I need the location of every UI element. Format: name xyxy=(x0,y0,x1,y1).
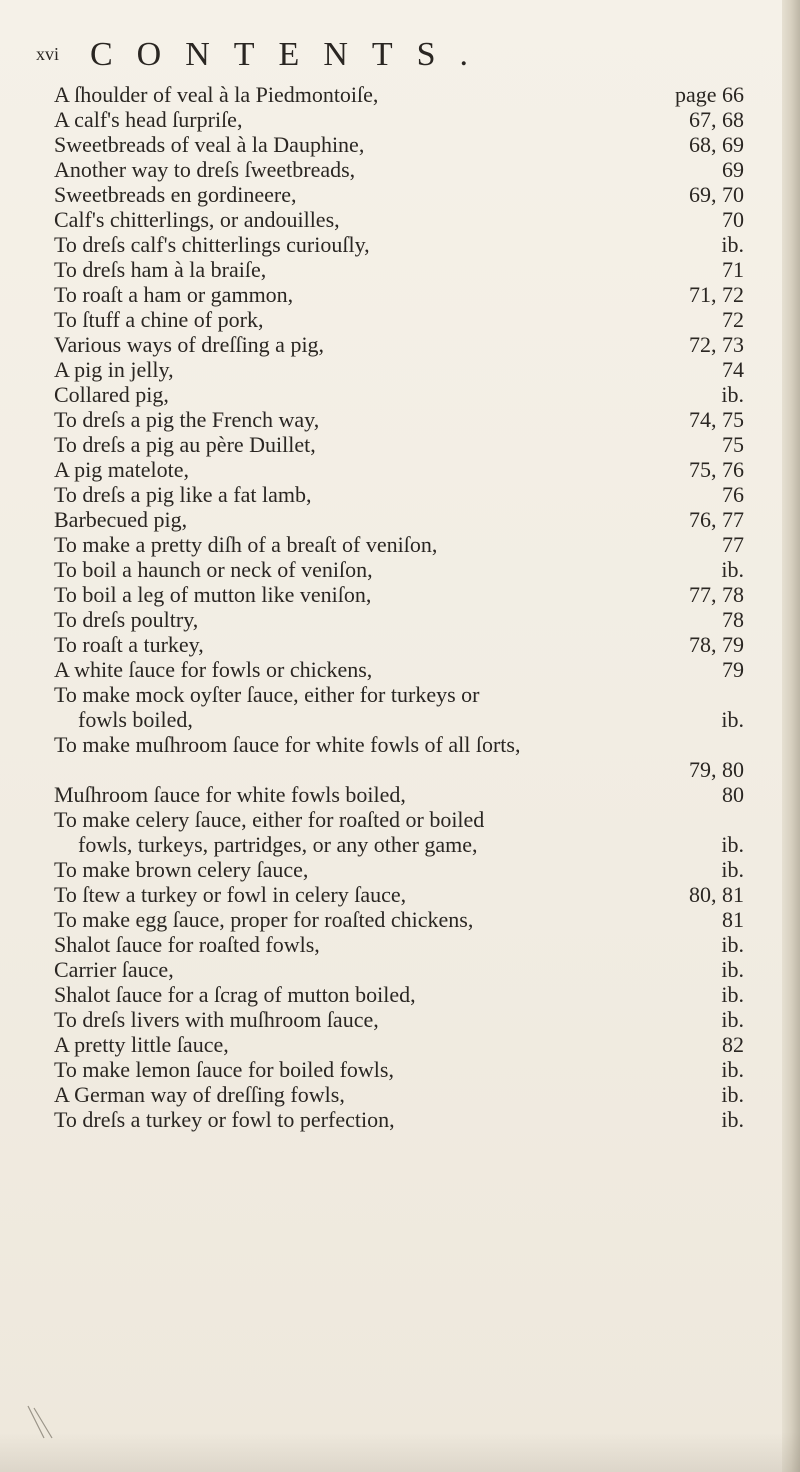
entry-page: 81 xyxy=(722,907,744,932)
entry-page: 71 xyxy=(722,257,744,282)
entry-page: 68, 69 xyxy=(689,132,744,157)
entry-page: page 66 xyxy=(674,82,744,107)
toc-entry xyxy=(54,557,744,582)
entry-title: To boil a leg of mutton like veniſon, xyxy=(54,582,372,607)
entry-title: Collared pig, xyxy=(54,382,169,407)
toc-entry xyxy=(54,107,744,132)
entry-title: A white ſauce for fowls or chickens, xyxy=(54,657,373,682)
running-head: CONTENTS. xyxy=(90,36,493,73)
entry-title: To dreſs a pig the French way, xyxy=(54,407,320,432)
page-shadow xyxy=(0,1432,800,1472)
toc-entry xyxy=(54,132,744,157)
toc-entry xyxy=(54,207,744,232)
entry-page: ib. xyxy=(721,382,744,407)
toc-entry xyxy=(54,332,744,357)
entry-title: To boil a haunch or neck of veniſon, xyxy=(54,557,373,582)
entry-page: ib. xyxy=(721,857,744,882)
entry-title: Shalot ſauce for roaſted fowls, xyxy=(54,932,320,957)
entry-page: ib. xyxy=(721,1007,744,1032)
toc-entry xyxy=(54,857,744,882)
entry-title: A ſhoulder of veal à la Piedmontoiſe, xyxy=(54,82,379,107)
entry-title: To dreſs a pig au père Duillet, xyxy=(54,432,316,457)
entry-page: 80, 81 xyxy=(689,882,744,907)
entry-title: To make brown celery ſauce, xyxy=(54,857,309,882)
toc-entry xyxy=(54,882,744,907)
entry-page: 76 xyxy=(722,482,744,507)
entry-page: ib. xyxy=(721,982,744,1007)
entry-title: Sweetbreads of veal à la Dauphine, xyxy=(54,132,365,157)
toc-entry xyxy=(54,1057,744,1082)
toc-entry xyxy=(54,807,744,832)
entry-page: 77, 78 xyxy=(689,582,744,607)
entry-title: To dreſs a turkey or fowl to perfection, xyxy=(54,1107,395,1132)
toc-entry xyxy=(54,907,744,932)
entry-page: 72 xyxy=(722,307,744,332)
entry-page: 79, 80 xyxy=(689,757,744,782)
entry-title: Another way to dreſs ſweetbreads, xyxy=(54,157,356,182)
entry-title: A calf's head ſurpriſe, xyxy=(54,107,243,132)
entry-title: To make mock oyſter ſauce, either for turkeys or xyxy=(54,682,480,707)
toc-entry xyxy=(54,682,744,707)
page-header xyxy=(36,36,756,82)
entry-page: ib. xyxy=(721,1057,744,1082)
toc-entry xyxy=(54,1007,744,1032)
entry-title: Shalot ſauce for a ſcrag of mutton boiled, xyxy=(54,982,416,1007)
toc-entry xyxy=(54,282,744,307)
entry-title: To dreſs a pig like a fat lamb, xyxy=(54,482,312,507)
entry-page: 80 xyxy=(722,782,744,807)
entry-page: ib. xyxy=(721,1107,744,1132)
page-edge xyxy=(782,0,800,1472)
entry-title: A pig matelote, xyxy=(54,457,190,482)
toc-entry xyxy=(54,982,744,1007)
table-of-contents xyxy=(54,82,744,1132)
entry-page: ib. xyxy=(721,557,744,582)
entry-title: Carrier ſauce, xyxy=(54,957,174,982)
toc-entry xyxy=(54,657,744,682)
entry-page: 82 xyxy=(722,1032,744,1057)
toc-entry xyxy=(54,257,744,282)
entry-title-continued: fowls, turkeys, partridges, or any other game, xyxy=(78,832,478,857)
toc-entry xyxy=(54,782,744,807)
toc-entry xyxy=(54,507,744,532)
entry-page: 78, 79 xyxy=(689,632,744,657)
entry-title: To dreſs poultry, xyxy=(54,607,199,632)
toc-entry-pageline xyxy=(54,757,744,782)
toc-entry xyxy=(54,482,744,507)
toc-entry xyxy=(54,932,744,957)
toc-entry xyxy=(54,382,744,407)
entry-page: ib. xyxy=(721,957,744,982)
toc-entry xyxy=(54,732,744,757)
entry-page: 69, 70 xyxy=(689,182,744,207)
toc-entry xyxy=(54,532,744,557)
toc-entry-continuation xyxy=(54,832,744,857)
entry-title: To roaſt a ham or gammon, xyxy=(54,282,294,307)
entry-page: 75 xyxy=(722,432,744,457)
entry-page: 74, 75 xyxy=(689,407,744,432)
toc-entry xyxy=(54,582,744,607)
toc-entry xyxy=(54,1082,744,1107)
page-number: xvi xyxy=(36,44,60,64)
entry-page: ib. xyxy=(721,832,744,857)
entry-page: 72, 73 xyxy=(689,332,744,357)
entry-page: 69 xyxy=(722,157,744,182)
toc-entry-continuation xyxy=(54,707,744,732)
entry-title: To make celery ſauce, either for roaſted or boiled xyxy=(54,807,485,832)
entry-page: 74 xyxy=(722,357,744,382)
toc-entry xyxy=(54,157,744,182)
entry-title: Barbecued pig, xyxy=(54,507,188,532)
entry-page: ib. xyxy=(721,707,744,732)
toc-entry xyxy=(54,82,744,107)
entry-title: To ſtew a turkey or fowl in celery ſauce, xyxy=(54,882,407,907)
entry-title: To dreſs ham à la braiſe, xyxy=(54,257,267,282)
toc-entry xyxy=(54,307,744,332)
entry-page: 67, 68 xyxy=(689,107,744,132)
toc-entry xyxy=(54,632,744,657)
toc-entry xyxy=(54,457,744,482)
entry-page: 71, 72 xyxy=(689,282,744,307)
entry-page: 75, 76 xyxy=(689,457,744,482)
entry-title: A German way of dreſſing fowls, xyxy=(54,1082,345,1107)
entry-title: To make a pretty diſh of a breaſt of veniſon, xyxy=(54,532,438,557)
toc-entry xyxy=(54,1032,744,1057)
toc-entry xyxy=(54,232,744,257)
entry-page: ib. xyxy=(721,232,744,257)
toc-entry xyxy=(54,957,744,982)
entry-title: To ſtuff a chine of pork, xyxy=(54,307,264,332)
entry-page: 79 xyxy=(722,657,744,682)
entry-title: Various ways of dreſſing a pig, xyxy=(54,332,325,357)
toc-entry xyxy=(54,407,744,432)
entry-page: 76, 77 xyxy=(689,507,744,532)
entry-page: ib. xyxy=(721,932,744,957)
toc-entry xyxy=(54,432,744,457)
toc-entry xyxy=(54,1107,744,1132)
entry-title: To dreſs calf's chitterlings curiouſly, xyxy=(54,232,370,257)
entry-page: ib. xyxy=(721,1082,744,1107)
entry-title: To make muſhroom ſauce for white fowls of all ſorts, xyxy=(54,732,521,757)
entry-title: To dreſs livers with muſhroom ſauce, xyxy=(54,1007,379,1032)
entry-page: 70 xyxy=(722,207,744,232)
entry-title: A pig in jelly, xyxy=(54,357,174,382)
entry-title: To roaſt a turkey, xyxy=(54,632,204,657)
pencil-mark xyxy=(24,1402,84,1442)
toc-entry xyxy=(54,182,744,207)
toc-entry xyxy=(54,357,744,382)
entry-title: A pretty little ſauce, xyxy=(54,1032,229,1057)
entry-title: Calf's chitterlings, or andouilles, xyxy=(54,207,340,232)
entry-title-continued: fowls boiled, xyxy=(78,707,193,732)
entry-page: 78 xyxy=(722,607,744,632)
entry-title: To make lemon ſauce for boiled fowls, xyxy=(54,1057,394,1082)
entry-title: To make egg ſauce, proper for roaſted chickens, xyxy=(54,907,474,932)
entry-page: 77 xyxy=(722,532,744,557)
entry-title: Sweetbreads en gordineere, xyxy=(54,182,297,207)
entry-title: Muſhroom ſauce for white fowls boiled, xyxy=(54,782,406,807)
toc-entry xyxy=(54,607,744,632)
